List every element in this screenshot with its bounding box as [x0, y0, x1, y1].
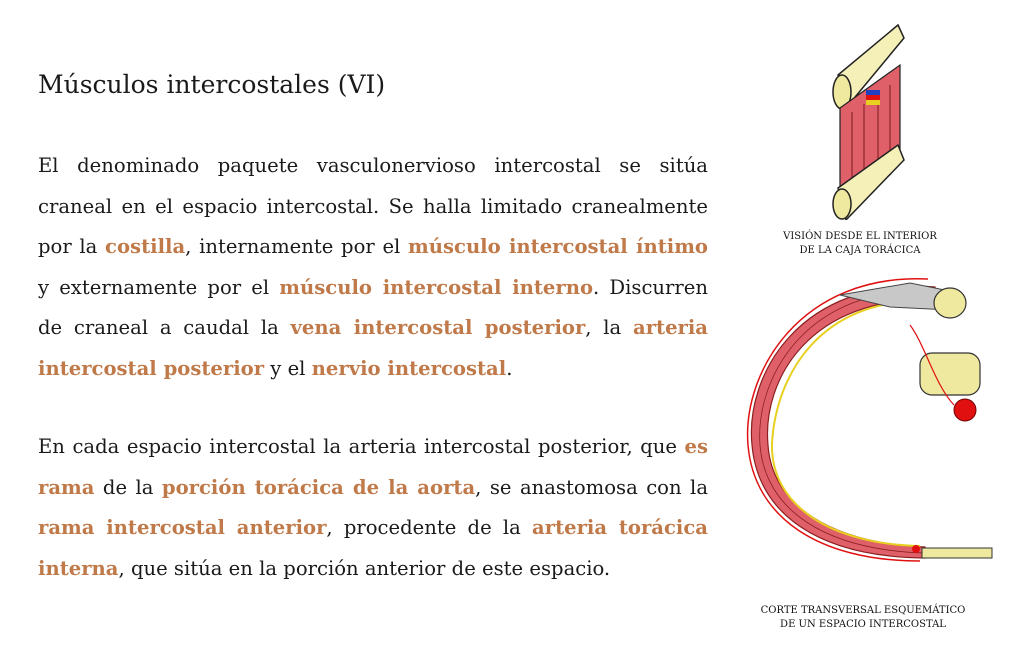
- vertebral-process: [934, 288, 966, 318]
- term-rama-intercostal-anterior[interactable]: rama intercostal anterior: [38, 516, 327, 539]
- sternum-cartilage: [922, 548, 992, 558]
- text: , que sitúa en la porción anterior de este espacio.: [118, 556, 611, 580]
- vertebral-body: [920, 353, 980, 395]
- term-costilla[interactable]: costilla: [105, 235, 186, 258]
- figure-top-caption: [760, 230, 960, 258]
- term-vena-intercostal-posterior[interactable]: vena intercostal posterior: [290, 316, 586, 339]
- term-arteria-toracica-interna[interactable]: arteria torácica interna: [38, 516, 708, 580]
- text: , internamente por el: [185, 235, 408, 258]
- text: .: [506, 356, 513, 380]
- term-porcion-toracica-aorta[interactable]: porción torácica de la aorta: [161, 475, 476, 499]
- caption-line: DE UN ESPACIO INTERCOSTAL: [780, 619, 946, 630]
- term-musculo-intercostal-interno[interactable]: músculo intercostal interno: [279, 275, 594, 299]
- vein-strip: [866, 90, 880, 95]
- lower-rib-cut-surface: [833, 189, 851, 219]
- text: , la: [585, 316, 633, 339]
- caption-line: VISIÓN DESDE EL INTERIOR: [783, 231, 937, 242]
- text: , se anastomosa con la: [475, 475, 708, 499]
- intercostal-cross-section-illustration: [740, 265, 1000, 585]
- term-musculo-intercostal-intimo[interactable]: músculo intercostal íntimo: [408, 235, 708, 258]
- figure-bottom-caption: [748, 604, 978, 632]
- aorta: [954, 399, 976, 421]
- internal-thoracic-artery: [912, 545, 920, 553]
- nerve-strip: [866, 100, 880, 105]
- rib-interior-illustration: [820, 20, 910, 220]
- thoracic-wall-muscle: [751, 286, 935, 558]
- paragraph-anastomosis: [38, 427, 708, 589]
- term-nervio-intercostal[interactable]: nervio intercostal: [311, 356, 507, 380]
- term-arteria-intercostal-posterior[interactable]: arteria intercostal posterior: [38, 316, 708, 380]
- text: En cada espacio intercostal la arteria intercostal posterior, que: [38, 435, 685, 458]
- term-es-rama[interactable]: es rama: [38, 435, 708, 499]
- paragraph-vasculonervous-bundle: [38, 146, 708, 389]
- text: de la: [94, 475, 162, 499]
- caption-line: CORTE TRANSVERSAL ESQUEMÁTICO: [760, 605, 966, 616]
- page-title: Músculos intercostales (VI): [38, 70, 386, 99]
- text: y el: [264, 356, 312, 380]
- text: y externamente por el: [38, 275, 280, 299]
- text: El denominado paquete vasculonervioso intercostal se sitúa craneal en el espacio intercostal. Se halla limitado cranealmente por la: [38, 154, 708, 258]
- caption-line: DE LA CAJA TORÁCICA: [799, 245, 921, 256]
- artery-strip: [866, 95, 880, 100]
- text: , procedente de la: [326, 516, 533, 539]
- text: . Discurren de craneal a caudal la: [38, 275, 708, 339]
